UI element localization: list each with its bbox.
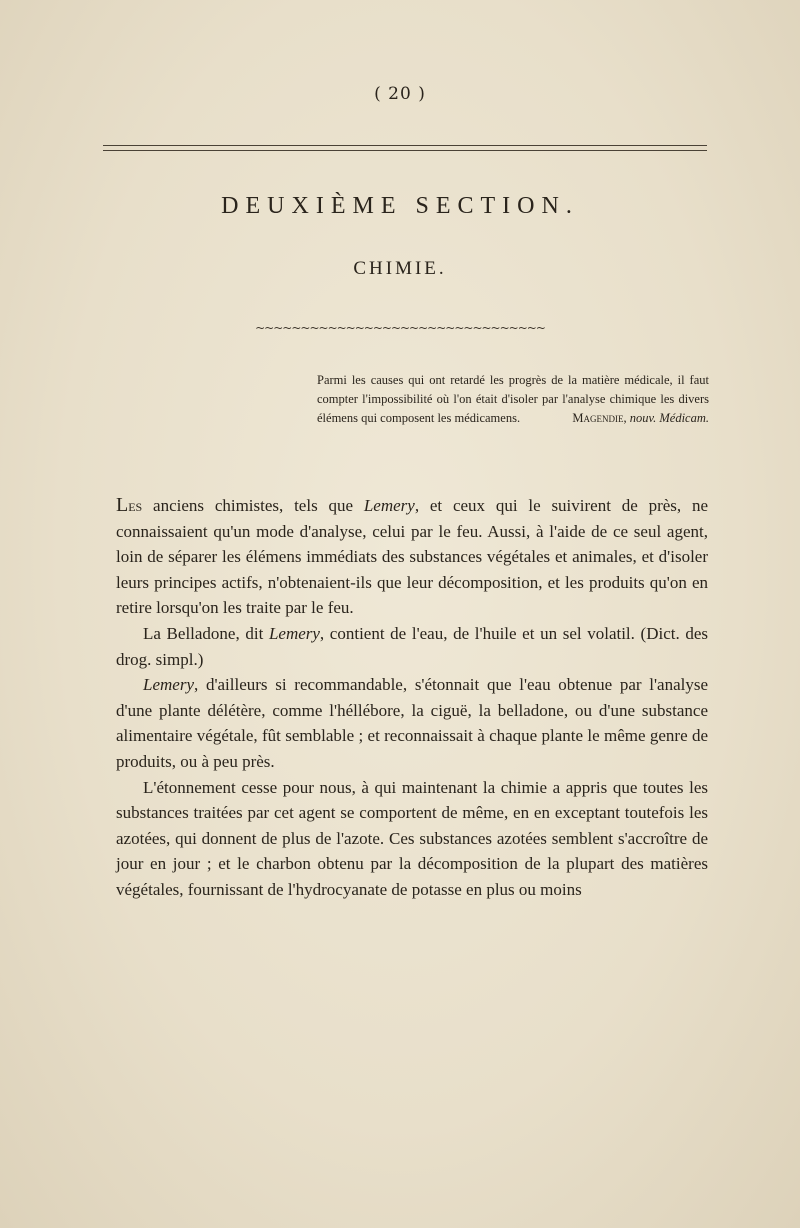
author-name-lemery: Lemery (363, 496, 415, 515)
paragraph-2 (116, 621, 708, 672)
paragraph-4-text: L'étonnement cesse pour nous, à qui maintenant la chimie a appris que toutes les substances traitées par cet agent se comportent de même, en en exceptant toutefois les azotées, qui donnent de plus de l'azote. Ces substances azotées semblent s'accroître de jour en jour ; et le charbon obtenu par la décomposition de la plupart des matières végétales, fournissant de l'hydrocyanate de potasse en plus ou moins (116, 777, 708, 899)
paragraph-1 (116, 493, 708, 621)
wavy-ornament: ~~~~~~~~~~~~~~~~~~~~~~~~~~~~~~~~ (255, 321, 545, 335)
subject-title: CHIMIE. (353, 258, 447, 279)
paragraph-1-text-a: anciens chimistes, tels que (142, 496, 364, 515)
epigraph-work: nouv. Médicam. (629, 411, 709, 425)
epigraph-author: Magendie (572, 411, 624, 425)
paragraph-3 (116, 672, 708, 774)
paragraph-2-text-a: La Belladone, dit (143, 623, 269, 643)
paragraph-4 (116, 775, 708, 903)
paragraph-3-text: , d'ailleurs si recommandable, s'étonnait que l'eau obtenue par l'analyse d'une plante délétère, comme l'héllébore, la ciguë, la belladone, ou d'une substance alimentaire végétale, fût semblable ; et reconnaissait à chaque plante le même genre de produits, ou à peu près. (116, 675, 708, 771)
section-title: DEUXIÈME SECTION. (221, 193, 579, 219)
epigraph-text: Parmi les causes qui ont retardé les progrès de la matière médicale, il faut compter l'impossibilité où l'on était d'isoler par l'analyse chimique les divers élémens qui composent les médicamens. (317, 373, 709, 425)
author-name-lemery: Lemery (143, 675, 194, 695)
body-text (116, 493, 708, 903)
author-name-lemery: Lemery (268, 623, 320, 643)
paragraph-2-text-b: , contient de l'eau, de l'huile et un sel volatil. (Dict. des drog. simpl.) (116, 623, 708, 669)
page-number: ( 20 ) (374, 84, 426, 104)
drop-cap: L (116, 494, 129, 516)
epigraph (317, 371, 709, 428)
header-double-rule (103, 145, 707, 151)
small-caps-text: es (128, 496, 143, 515)
epigraph-citation: Magendie, nouv. Médicam. (572, 411, 709, 425)
paragraph-1-text-b: , et ceux qui le suivirent de près, ne connaissaient qu'un mode d'analyse, celui par le feu. Aussi, à l'aide de ce seul agent, loin de séparer les élémens immédiats des substances végétales et animales, et d'isoler leurs principes actifs, n'obtenaient-ils que leur décomposition, et les produits qu'on en retire lorsqu'on les traite par le feu. (116, 496, 708, 618)
